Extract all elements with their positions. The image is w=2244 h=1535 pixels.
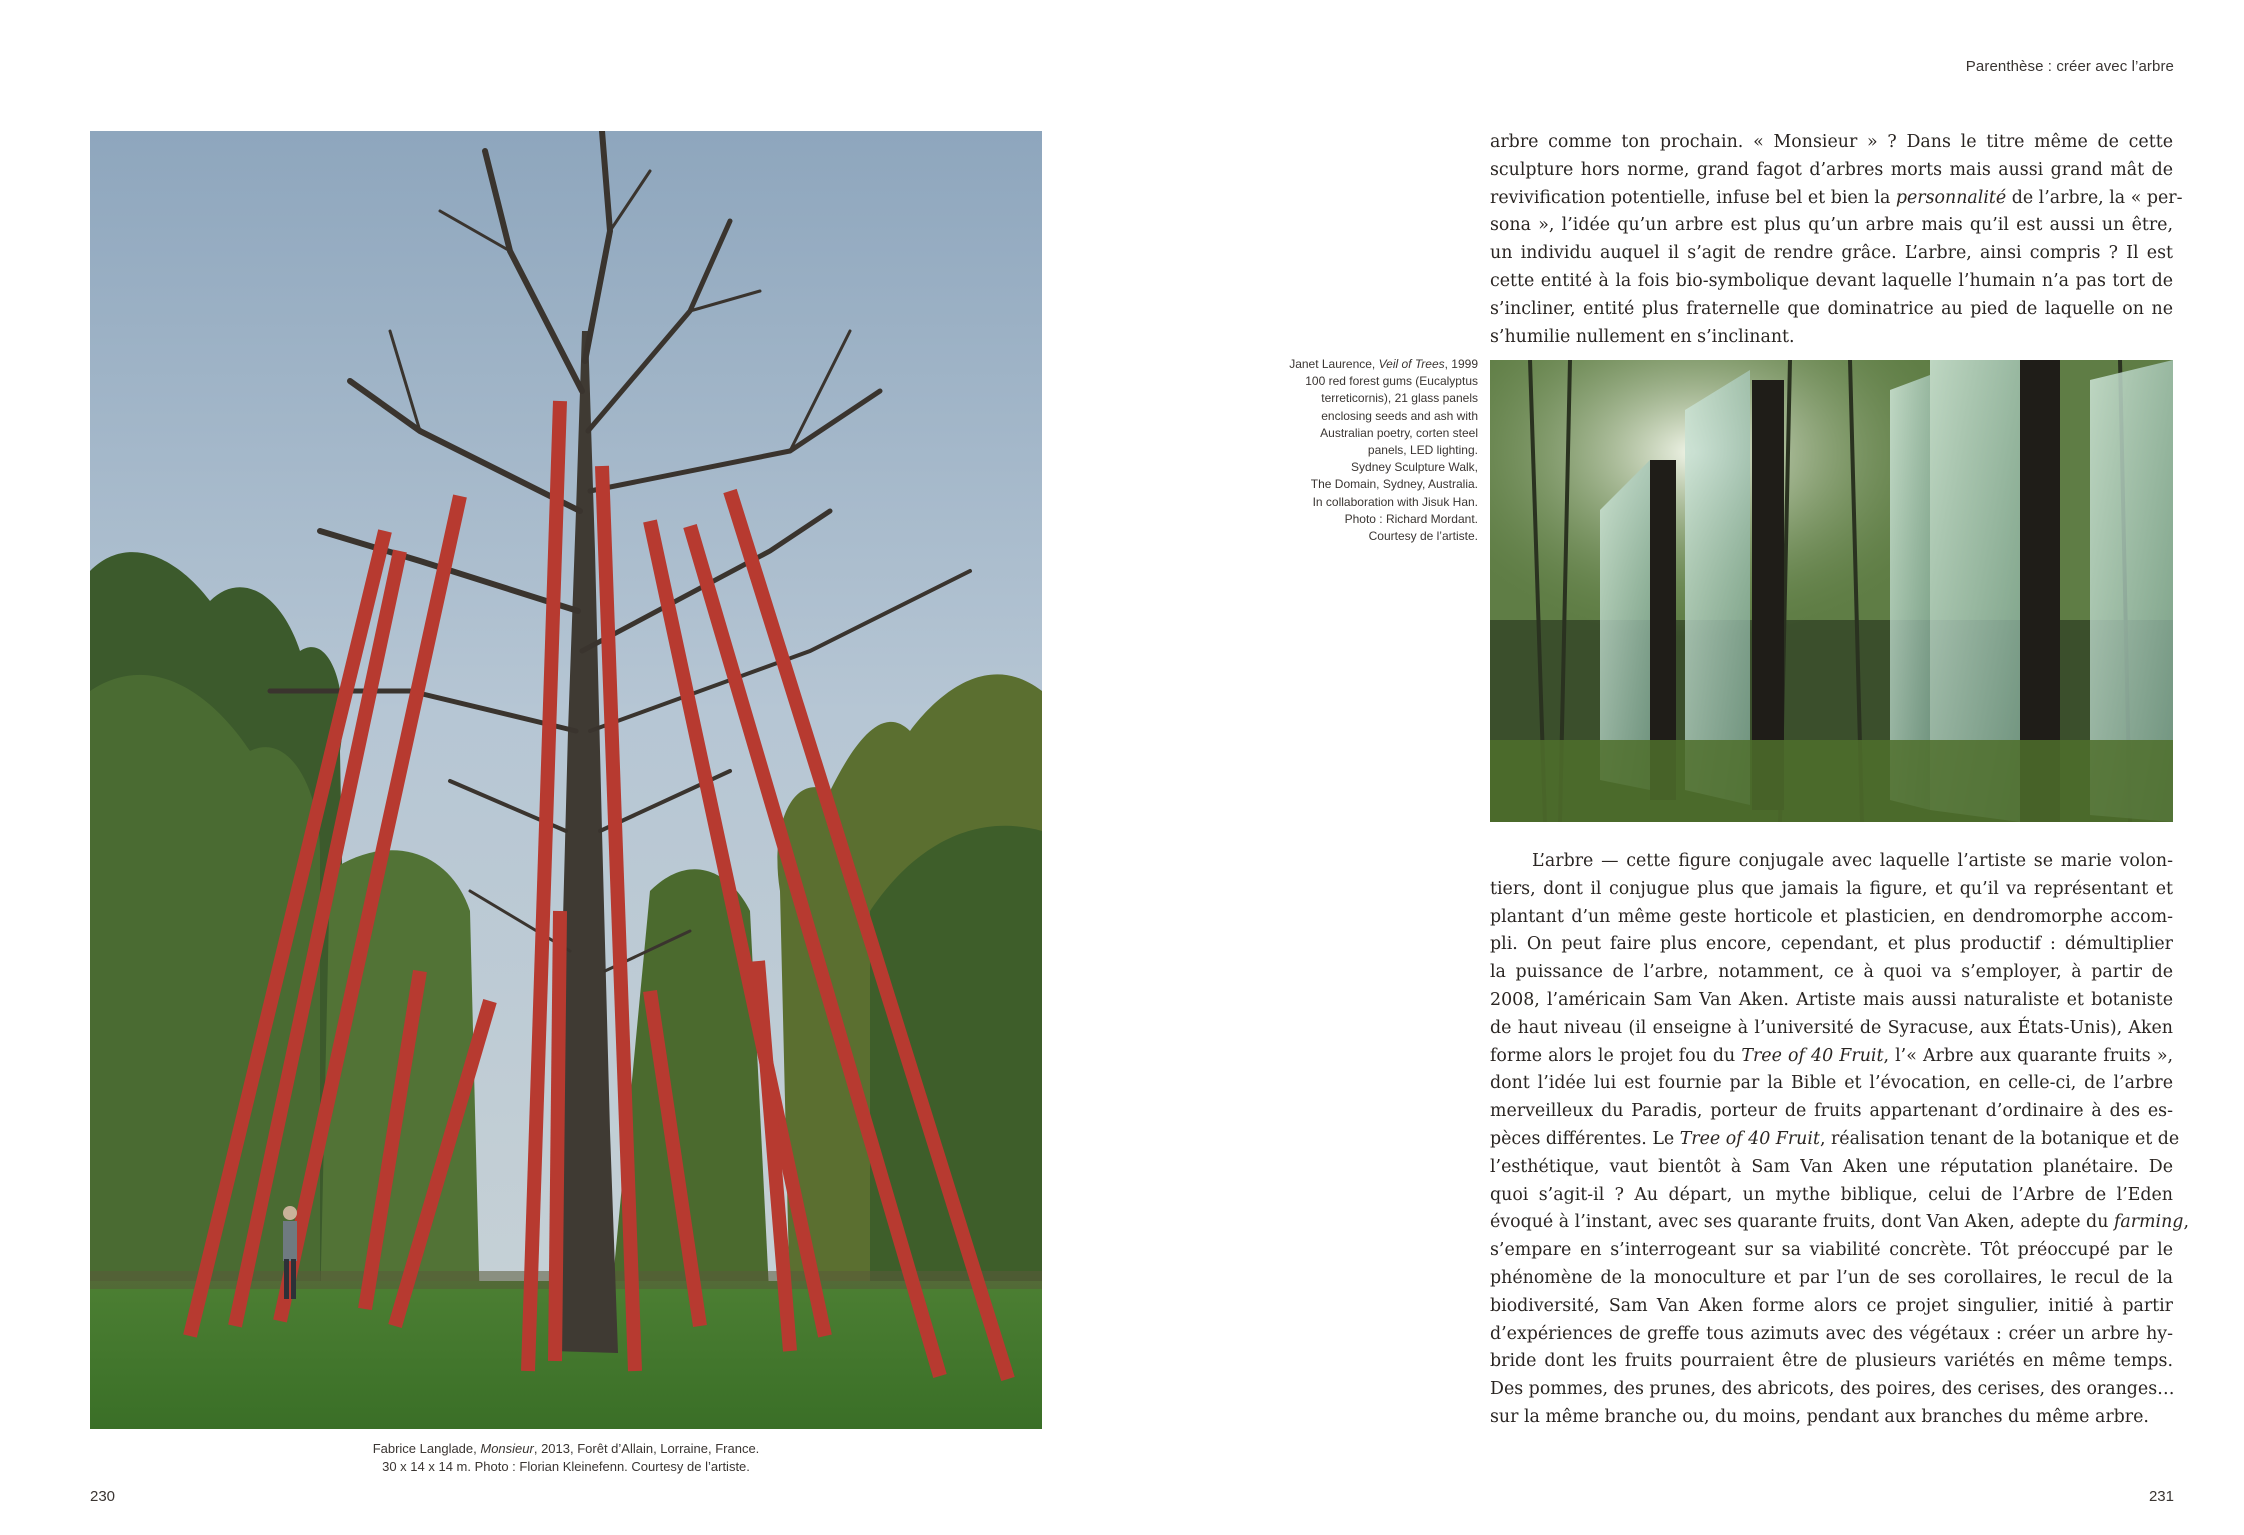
- text-line: évoqué à l’instant, avec ses quarante fruits, dont Van Aken, adepte du farming,: [1490, 1212, 2189, 1233]
- text-line: cette entité à la fois bio-symbolique devant laquelle l’humain n’a pas tort de: [1490, 270, 2173, 291]
- text-line: s’incliner, entité plus fraternelle que dominatrice au pied de laquelle on ne: [1490, 298, 2173, 319]
- caption-left-line-2: 30 x 14 x 14 m. Photo : Florian Kleinefenn. Courtesy de l’artiste.: [382, 1459, 750, 1474]
- text-line: bride dont les fruits pourraient être de plusieurs variétés en même temps.: [1490, 1351, 2173, 1372]
- text-line: quoi s’agit-il ? Au départ, un mythe biblique, celui de l’Arbre de l’Eden: [1490, 1184, 2173, 1205]
- photo-sculpture-monsieur: [90, 131, 1042, 1429]
- text-line: dont l’idée lui est fournie par la Bible et l’évocation, en celle-ci, de l’arbre: [1490, 1073, 2173, 1094]
- caption-right-line: Photo : Richard Mordant.: [1344, 511, 1478, 526]
- text-line: arbre comme ton prochain. « Monsieur » ? Dans le titre même de cette: [1490, 132, 2173, 152]
- text-line: d’expériences de greffe tous azimuts avec des végétaux : créer un arbre hy-: [1490, 1323, 2173, 1344]
- text-line: 2008, l’américain Sam Van Aken. Artiste mais aussi naturaliste et botaniste: [1490, 989, 2173, 1010]
- photo-veil-of-trees: [1490, 360, 2173, 822]
- caption-right-photo: [1250, 356, 1478, 545]
- page-number-right: 231: [2148, 1488, 2174, 1505]
- caption-right-line: panels, LED lighting.: [1367, 443, 1478, 458]
- text-line: plantant d’un même geste horticole et plasticien, en dendromorphe accom-: [1490, 906, 2173, 927]
- caption-right-line: In collaboration with Jisuk Han.: [1312, 494, 1478, 509]
- text-line: s’empare en s’interrogeant sur sa viabilité concrète. Tôt préoccupé par le: [1490, 1240, 2173, 1261]
- text-line: un individu auquel il s’agit de rendre grâce. L’arbre, ainsi compris ? Il est: [1490, 243, 2173, 264]
- text-line: l’esthétique, vaut bientôt à Sam Van Aken une réputation planétaire. De: [1490, 1156, 2173, 1177]
- text-line: de haut niveau (il enseigne à l’université de Syracuse, aux États-Unis), Aken: [1490, 1017, 2173, 1038]
- text-line: Des pommes, des prunes, des abricots, des poires, des cerises, des oranges…: [1490, 1379, 2175, 1400]
- text-line: phénomène de la monoculture et par l’un de ses corollaires, le recul de la: [1490, 1267, 2173, 1288]
- text-line: pli. On peut faire plus encore, cependant, et plus productif : démultiplier: [1490, 934, 2173, 955]
- caption-right-line: enclosing seeds and ash with: [1321, 408, 1478, 423]
- body-paragraph-2: [1490, 848, 2189, 1432]
- caption-right-line: Sydney Sculpture Walk,: [1351, 460, 1478, 475]
- caption-right-line: terreticornis), 21 glass panels: [1321, 391, 1478, 406]
- text-line: sculpture hors norme, grand fagot d’arbres morts mais aussi grand mât de: [1490, 159, 2173, 180]
- caption-right-line: 100 red forest gums (Eucalyptus: [1305, 374, 1478, 389]
- caption-right-line: Courtesy de l’artiste.: [1368, 529, 1478, 544]
- caption-right-line: Australian poetry, corten steel: [1320, 425, 1478, 440]
- caption-left-photo: [90, 1440, 1042, 1476]
- text-line: tiers, dont il conjugue plus que jamais la figure, et qu’il va représentant et: [1490, 878, 2173, 899]
- running-head: Parenthèse : créer avec l’arbre: [1965, 58, 2174, 75]
- text-line: forme alors le projet fou du Tree of 40 Fruit, l’« Arbre aux quarante fruits »,: [1490, 1045, 2173, 1066]
- text-line: la puissance de l’arbre, notamment, ce à quoi va s’employer, à partir de: [1490, 962, 2173, 983]
- text-line: pèces différentes. Le Tree of 40 Fruit, réalisation tenant de la botanique et de: [1490, 1128, 2180, 1149]
- text-line: revivification potentielle, infuse bel et bien la personnalité de l’arbre, la « per-: [1490, 187, 2183, 208]
- sculpture-photo-graphic: [90, 131, 1042, 1429]
- caption-left-line-1: Fabrice Langlade, Monsieur, 2013, Forêt d’Allain, Lorraine, France.: [372, 1441, 760, 1456]
- text-line: L’arbre — cette figure conjugale avec laquelle l’artiste se marie volon-: [1532, 851, 2173, 871]
- body-paragraph-1: [1490, 129, 2183, 351]
- text-line: biodiversité, Sam Van Aken forme alors ce projet singulier, initié à partir: [1490, 1295, 2173, 1316]
- text-line: sur la même branche ou, du moins, pendant aux branches du même arbre.: [1490, 1406, 2149, 1427]
- veil-of-trees-photo-graphic: [1490, 360, 2173, 822]
- page-number-left: 230: [90, 1488, 116, 1505]
- caption-right-line: The Domain, Sydney, Australia.: [1310, 477, 1478, 492]
- text-line: s’humilie nullement en s’inclinant.: [1490, 326, 1795, 347]
- caption-right-line-1: Janet Laurence, Veil of Trees, 1999: [1289, 357, 1478, 371]
- text-line: merveilleux du Paradis, porteur de fruits appartenant d’ordinaire à des es-: [1490, 1101, 2173, 1122]
- text-line: sona », l’idée qu’un arbre est plus qu’un arbre mais qu’il est aussi un être,: [1490, 215, 2173, 236]
